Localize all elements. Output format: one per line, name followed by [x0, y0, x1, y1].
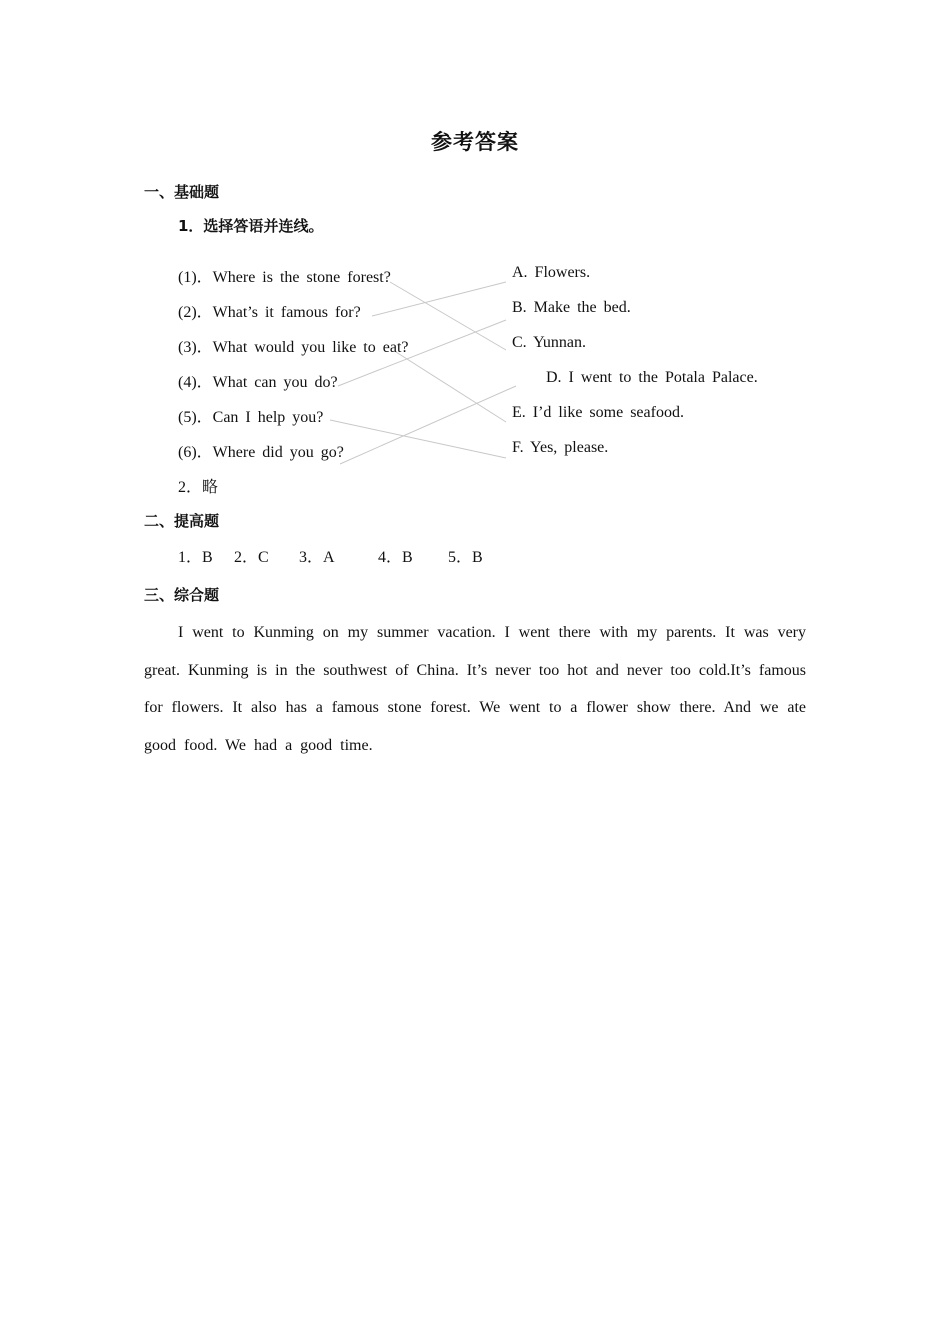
- match-line-4-b: [338, 320, 506, 386]
- question-1: (1)．Where is the stone forest?: [178, 269, 391, 286]
- section-improve-heading: 二、提高题: [144, 512, 220, 530]
- match-line-5-f: [330, 420, 506, 458]
- improve-answer-4: 4．B: [378, 549, 413, 566]
- answer-e: E. I’d like some seafood.: [512, 404, 684, 421]
- match-line-1-c: [390, 282, 506, 350]
- question-3: (3)．What would you like to eat?: [178, 339, 409, 356]
- question-2-answer: 2．略: [178, 479, 219, 496]
- answer-f: F. Yes, please.: [512, 439, 609, 456]
- improve-answer-5: 5．B: [448, 549, 483, 566]
- composition-paragraph: I went to Kunming on my summer vacation. I went there with my parents. It was very great. Kunming is in the southwest of China. It’s never too hot and never too cold.It’s famous for flowers. It also has a famous stone forest. We went to a flower show there. And we ate good food. We had a good time.: [144, 624, 806, 754]
- question-6: (6)．Where did you go?: [178, 444, 344, 461]
- answer-d: D. I went to the Potala Palace.: [546, 369, 758, 386]
- match-line-3-e: [396, 352, 506, 422]
- improve-answer-1: 1．B: [178, 549, 213, 566]
- answer-b: B. Make the bed.: [512, 299, 631, 316]
- improve-answer-2: 2．C: [234, 549, 269, 566]
- question-5: (5)．Can I help you?: [178, 409, 324, 426]
- answer-c: C. Yunnan.: [512, 334, 586, 351]
- match-line-6-d: [340, 386, 516, 464]
- improve-answer-3: 3．A: [299, 549, 335, 566]
- section-basic-heading: 一、基础题: [144, 183, 220, 201]
- question-4: (4)．What can you do?: [178, 374, 338, 391]
- answer-a: A. Flowers.: [512, 264, 591, 281]
- page-title: 参考答案: [431, 130, 519, 154]
- improve-answers-row: [178, 544, 483, 567]
- matching-question-heading: 1．选择答语并连线。: [178, 217, 324, 235]
- section-comprehensive-heading: 三、综合题: [144, 586, 220, 604]
- question-2: (2)．What’s it famous for?: [178, 304, 361, 321]
